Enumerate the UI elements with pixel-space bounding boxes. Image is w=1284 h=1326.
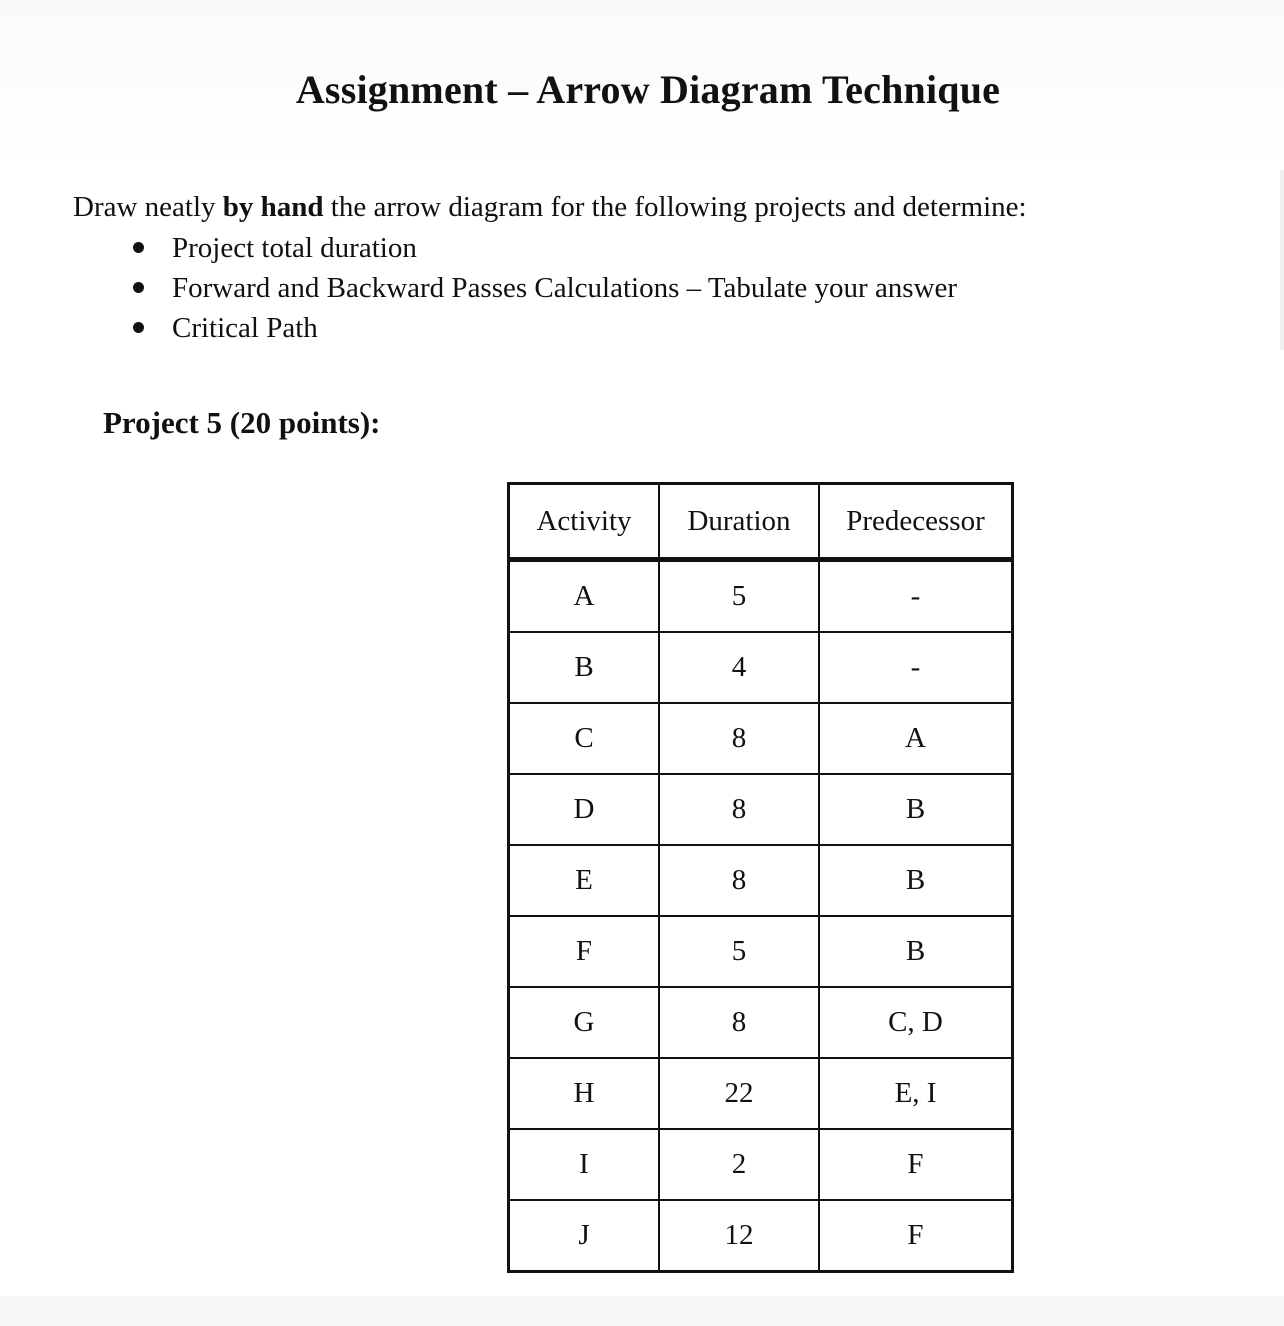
cell-activity: C — [509, 703, 660, 774]
table-row — [509, 916, 1013, 987]
bullet-dot-icon — [133, 242, 144, 253]
instructions-before: Draw neatly — [73, 191, 223, 223]
cell-activity: E — [509, 845, 660, 916]
cell-predecessor: - — [819, 560, 1013, 633]
cell-activity: F — [509, 916, 660, 987]
cell-activity: G — [509, 987, 660, 1058]
cell-activity: H — [509, 1058, 660, 1129]
cell-predecessor: - — [819, 632, 1013, 703]
activity-table — [507, 482, 1014, 1273]
cell-predecessor: F — [819, 1200, 1013, 1272]
header-activity: Activity — [509, 484, 660, 560]
cell-activity: J — [509, 1200, 660, 1272]
table-header-row — [509, 484, 1013, 560]
list-item — [0, 229, 957, 269]
table-row — [509, 845, 1013, 916]
cell-duration: 12 — [659, 1200, 819, 1272]
cell-predecessor: C, D — [819, 987, 1013, 1058]
header-duration: Duration — [659, 484, 819, 560]
instructions-after: the arrow diagram for the following projects and determine: — [323, 191, 1027, 223]
bullet-dot-icon — [133, 322, 144, 333]
cell-predecessor: B — [819, 774, 1013, 845]
cell-activity: A — [509, 560, 660, 633]
cell-duration: 2 — [659, 1129, 819, 1200]
list-item — [0, 309, 957, 349]
cell-activity: D — [509, 774, 660, 845]
table-row — [509, 987, 1013, 1058]
cell-predecessor: B — [819, 916, 1013, 987]
cell-predecessor: A — [819, 703, 1013, 774]
table-row — [509, 1200, 1013, 1272]
instructions-text — [73, 191, 1027, 224]
table-row — [509, 774, 1013, 845]
cell-activity: B — [509, 632, 660, 703]
cell-duration: 8 — [659, 703, 819, 774]
cell-duration: 5 — [659, 560, 819, 633]
table-row — [509, 1058, 1013, 1129]
bullet-dot-icon — [133, 282, 144, 293]
cell-predecessor: F — [819, 1129, 1013, 1200]
list-item-text: Forward and Backward Passes Calculations – Tabulate your answer — [172, 272, 958, 304]
list-item-text: Project total duration — [172, 232, 417, 264]
project-heading: Project 5 (20 points): — [103, 405, 381, 440]
cell-duration: 8 — [659, 987, 819, 1058]
instructions-emphasis: by hand — [222, 191, 324, 223]
requirements-list — [0, 229, 957, 349]
cell-duration: 4 — [659, 632, 819, 703]
table-row — [509, 560, 1013, 633]
table-row — [509, 703, 1013, 774]
cell-duration: 8 — [659, 845, 819, 916]
header-predecessor: Predecessor — [819, 484, 1013, 560]
page-edge — [1280, 170, 1284, 350]
cell-predecessor: B — [819, 845, 1013, 916]
cell-duration: 8 — [659, 774, 819, 845]
cell-predecessor: E, I — [819, 1058, 1013, 1129]
cell-duration: 22 — [659, 1058, 819, 1129]
table-row — [509, 1129, 1013, 1200]
assignment-title: Assignment – Arrow Diagram Technique — [295, 67, 1001, 112]
cell-activity: I — [509, 1129, 660, 1200]
cell-duration: 5 — [659, 916, 819, 987]
list-item — [0, 269, 957, 309]
table-row — [509, 632, 1013, 703]
list-item-text: Critical Path — [172, 312, 318, 344]
